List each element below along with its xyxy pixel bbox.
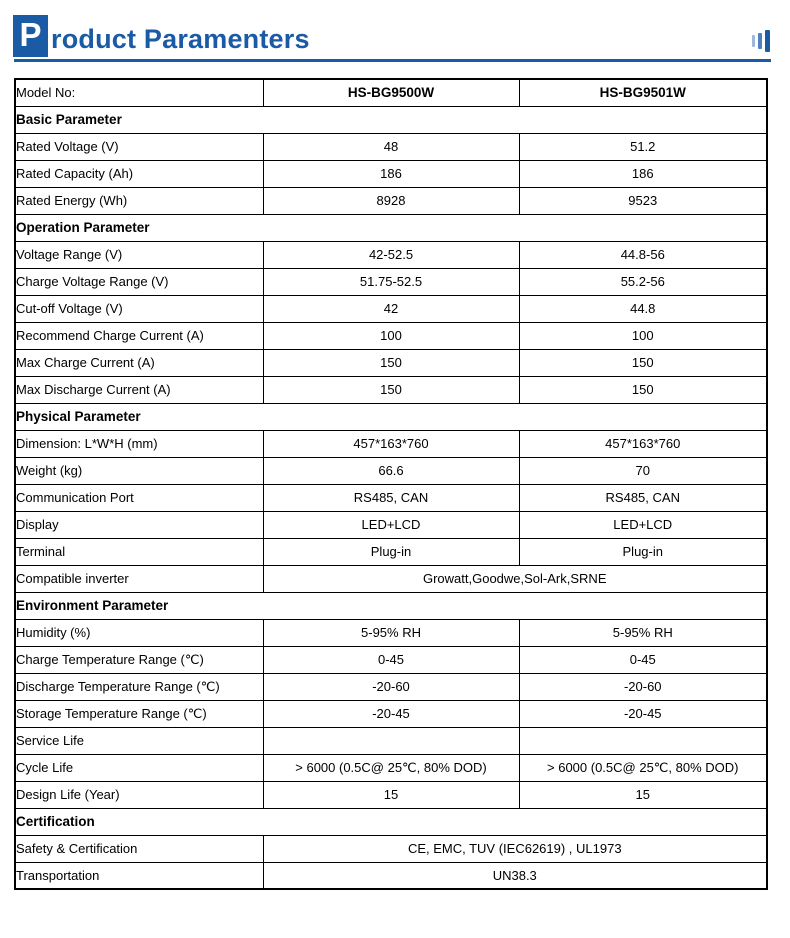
param-label-cell: Safety & Certification: [15, 835, 263, 862]
bar-chart-icon-bar-medium: [758, 33, 762, 49]
param-row: [15, 511, 767, 538]
param-value-cell: -20-45: [263, 700, 519, 727]
page-header: [0, 0, 790, 58]
header-divider: [14, 59, 771, 62]
param-value-cell: 100: [263, 322, 519, 349]
param-value-cell: 44.8-56: [519, 241, 767, 268]
param-value-cell: 8928: [263, 187, 519, 214]
section-title-cell: Certification: [15, 808, 767, 835]
logo-p-badge: [13, 15, 48, 57]
param-value-cell: 15: [519, 781, 767, 808]
param-value-cell: UN38.3: [263, 862, 767, 889]
param-label-cell: Charge Temperature Range (℃): [15, 646, 263, 673]
param-row: [15, 349, 767, 376]
section-title-cell: Operation Parameter: [15, 214, 767, 241]
bar-chart-icon-bar-large: [765, 30, 770, 52]
param-row: [15, 79, 767, 106]
param-row: [15, 538, 767, 565]
param-value-cell: 0-45: [519, 646, 767, 673]
param-value-cell: 150: [263, 349, 519, 376]
section-header-row: [15, 214, 767, 241]
param-value-cell: -20-60: [519, 673, 767, 700]
product-parameters-table: [14, 78, 768, 890]
param-value-cell: LED+LCD: [263, 511, 519, 538]
param-value-cell: 15: [263, 781, 519, 808]
param-label-cell: Model No:: [15, 79, 263, 106]
param-row: [15, 268, 767, 295]
param-value-cell: 186: [519, 160, 767, 187]
table-body: [15, 79, 767, 889]
param-label-cell: Cycle Life: [15, 754, 263, 781]
param-value-cell: 70: [519, 457, 767, 484]
param-value-cell: 100: [519, 322, 767, 349]
param-row: [15, 700, 767, 727]
param-label-cell: Cut-off Voltage (V): [15, 295, 263, 322]
param-row: [15, 484, 767, 511]
param-label-cell: Compatible inverter: [15, 565, 263, 592]
param-row: [15, 295, 767, 322]
param-value-cell: 48: [263, 133, 519, 160]
param-value-cell: 150: [519, 349, 767, 376]
bar-chart-icon: [752, 30, 770, 52]
param-row: [15, 673, 767, 700]
param-label-cell: Communication Port: [15, 484, 263, 511]
param-label-cell: Max Charge Current (A): [15, 349, 263, 376]
param-label-cell: Charge Voltage Range (V): [15, 268, 263, 295]
param-label-cell: Humidity (%): [15, 619, 263, 646]
param-value-cell: 42: [263, 295, 519, 322]
param-label-cell: Dimension: L*W*H (mm): [15, 430, 263, 457]
param-label-cell: Voltage Range (V): [15, 241, 263, 268]
param-value-cell: 457*163*760: [263, 430, 519, 457]
param-label-cell: Rated Voltage (V): [15, 133, 263, 160]
param-label-cell: Rated Energy (Wh): [15, 187, 263, 214]
param-row: [15, 241, 767, 268]
bar-chart-icon-bar-small: [752, 35, 755, 47]
param-label-cell: Terminal: [15, 538, 263, 565]
param-value-cell: Plug-in: [263, 538, 519, 565]
section-title-cell: Physical Parameter: [15, 403, 767, 430]
param-label-cell: Weight (kg): [15, 457, 263, 484]
param-value-cell: 42-52.5: [263, 241, 519, 268]
param-value-cell: 150: [263, 376, 519, 403]
section-header-row: [15, 403, 767, 430]
page-title: roduct Paramenters: [51, 23, 310, 54]
param-value-cell: RS485, CAN: [519, 484, 767, 511]
param-value-cell: 44.8: [519, 295, 767, 322]
param-value-cell: 55.2-56: [519, 268, 767, 295]
param-value-cell: 0-45: [263, 646, 519, 673]
param-value-cell: 66.6: [263, 457, 519, 484]
param-label-cell: Storage Temperature Range (℃): [15, 700, 263, 727]
param-value-cell: -20-60: [263, 673, 519, 700]
param-row: [15, 457, 767, 484]
param-value-cell: 186: [263, 160, 519, 187]
param-label-cell: Design Life (Year): [15, 781, 263, 808]
param-value-cell: LED+LCD: [519, 511, 767, 538]
section-header-row: [15, 808, 767, 835]
section-title-cell: Basic Parameter: [15, 106, 767, 133]
param-label-cell: Service Life: [15, 727, 263, 754]
param-value-cell: 51.2: [519, 133, 767, 160]
param-value-cell: 150: [519, 376, 767, 403]
param-value-cell: Growatt,Goodwe,Sol-Ark,SRNE: [263, 565, 767, 592]
section-header-row: [15, 592, 767, 619]
param-value-cell: [519, 727, 767, 754]
param-value-cell: > 6000 (0.5C@ 25℃, 80% DOD): [263, 754, 519, 781]
param-value-cell: 457*163*760: [519, 430, 767, 457]
section-header-row: [15, 106, 767, 133]
param-row: [15, 862, 767, 889]
param-value-cell: RS485, CAN: [263, 484, 519, 511]
param-row: [15, 565, 767, 592]
param-value-cell: Plug-in: [519, 538, 767, 565]
param-label-cell: Recommend Charge Current (A): [15, 322, 263, 349]
param-row: [15, 322, 767, 349]
param-value-cell: HS-BG9500W: [263, 79, 519, 106]
param-value-cell: 51.75-52.5: [263, 268, 519, 295]
param-value-cell: HS-BG9501W: [519, 79, 767, 106]
logo-letter: P: [19, 15, 42, 53]
param-row: [15, 187, 767, 214]
param-value-cell: 5-95% RH: [519, 619, 767, 646]
param-value-cell: [263, 727, 519, 754]
param-row: [15, 646, 767, 673]
param-label-cell: Display: [15, 511, 263, 538]
param-label-cell: Rated Capacity (Ah): [15, 160, 263, 187]
param-label-cell: Discharge Temperature Range (℃): [15, 673, 263, 700]
param-row: [15, 727, 767, 754]
param-label-cell: Transportation: [15, 862, 263, 889]
param-value-cell: CE, EMC, TUV (IEC62619) , UL1973: [263, 835, 767, 862]
param-value-cell: -20-45: [519, 700, 767, 727]
param-row: [15, 781, 767, 808]
param-row: [15, 619, 767, 646]
param-row: [15, 754, 767, 781]
param-row: [15, 160, 767, 187]
param-row: [15, 376, 767, 403]
param-value-cell: 5-95% RH: [263, 619, 519, 646]
param-row: [15, 430, 767, 457]
section-title-cell: Environment Parameter: [15, 592, 767, 619]
param-label-cell: Max Discharge Current (A): [15, 376, 263, 403]
param-row: [15, 133, 767, 160]
param-value-cell: 9523: [519, 187, 767, 214]
param-value-cell: > 6000 (0.5C@ 25℃, 80% DOD): [519, 754, 767, 781]
param-row: [15, 835, 767, 862]
